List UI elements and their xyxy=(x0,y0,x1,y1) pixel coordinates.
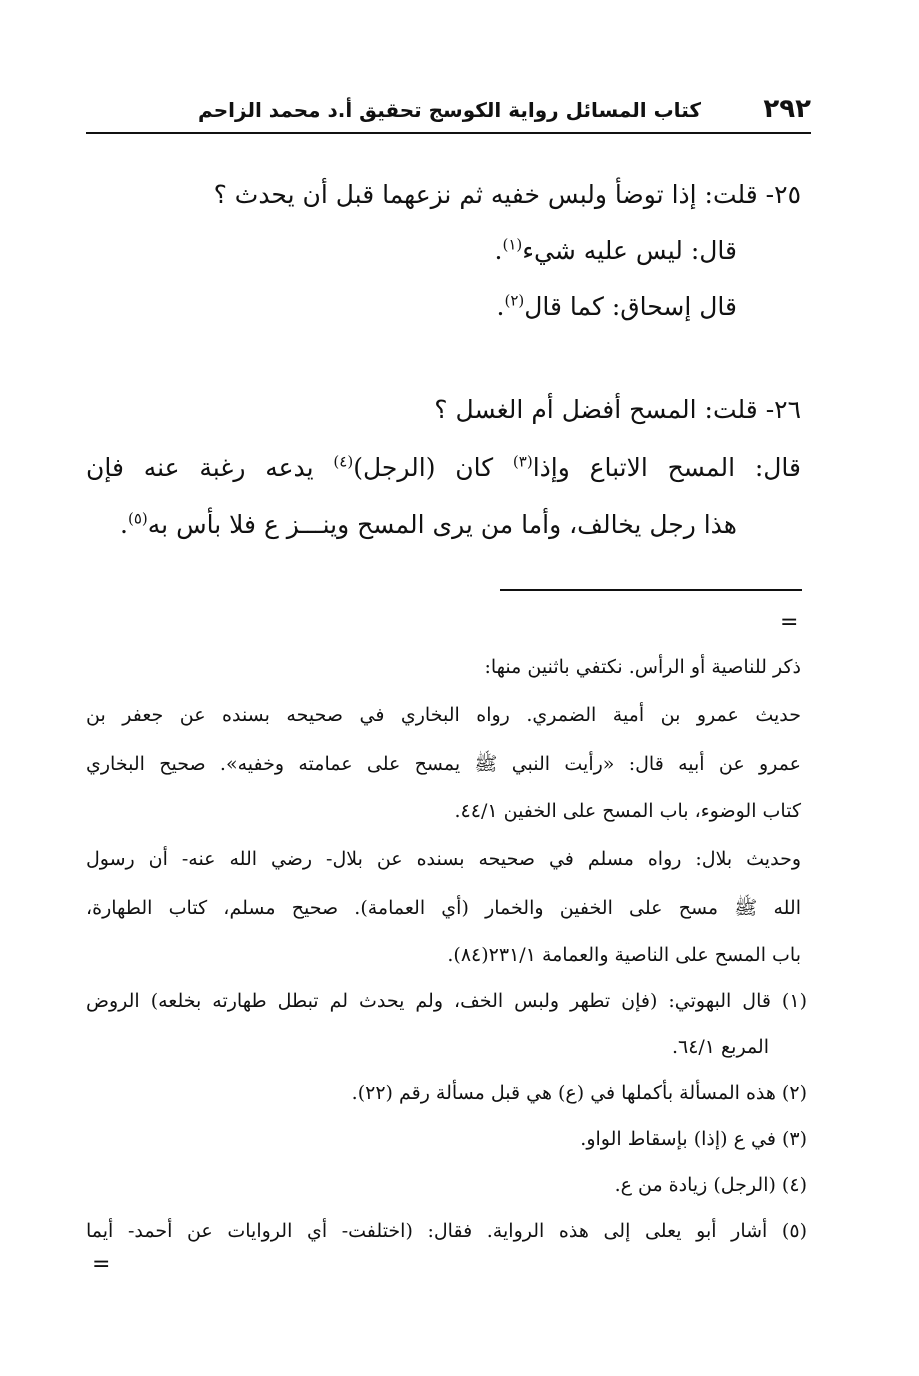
footnote-ref-1: (١) xyxy=(502,235,523,254)
question-25: ٢٥- قلت: إذا توضأ ولبس خفيه ثم نزعهما قبل أن يحدث ؟ xyxy=(213,180,801,209)
answer-26-text: هذا رجل يخالف، وأما من يرى المسح وينـــز ع فلا بأس به xyxy=(147,510,737,539)
question-26: ٢٦- قلت: المسح أفضل أم الغسل ؟ xyxy=(434,395,801,424)
ishaq-25-text: قال إسحاق: كما قال xyxy=(524,292,737,321)
answer-25 xyxy=(495,236,737,265)
footnote-carry-line: الله ﷺ مسح على الخفين والخمار (أي العمامة). صحيح مسلم، كتاب الطهارة، xyxy=(86,897,801,919)
answer-26-part-1: قال: المسح الاتباع وإذا xyxy=(532,453,801,482)
footnote-ref-2: (٢) xyxy=(504,291,525,310)
answer-26-part-3: يدعه رغبة عنه فإن xyxy=(86,453,334,482)
footnote-3: (٣) في ع (إذا) بإسقاط الواو. xyxy=(580,1128,807,1150)
footnote-carry-line: عمرو عن أبيه قال: «رأيت النبي ﷺ يمسح على عمامته وخفيه». صحيح البخاري xyxy=(86,753,801,775)
answer-26-line-2 xyxy=(120,510,737,539)
footnote-ref-4: (٤) xyxy=(333,452,354,471)
footnote-carry-line: ذكر للناصية أو الرأس. نكتفي باثنين منها: xyxy=(484,656,801,678)
page-header xyxy=(86,92,811,134)
footnote-ref-5: (٥) xyxy=(128,509,148,528)
ishaq-25-end: . xyxy=(496,292,505,321)
footnote-carry-line: وحديث بلال: رواه مسلم في صحيحه بسنده عن بلال- رضي الله عنه- أن رسول xyxy=(86,848,801,870)
continuation-mark-bottom: = xyxy=(92,1252,111,1277)
footnote-ref-3: (٣) xyxy=(512,452,533,471)
answer-26-part-2: كان (الرجل) xyxy=(353,453,513,482)
running-title: كتاب المسائل رواية الكوسج تحقيق أ.د محمد الزاحم xyxy=(198,98,701,122)
footnote-2: (٢) هذه المسألة بأكملها في (ع) هي قبل مسألة رقم (٢٢). xyxy=(351,1082,807,1104)
answer-25-end: . xyxy=(494,236,503,265)
footnote-carry-line: حديث عمرو بن أمية الضمري. رواه البخاري في صحيحه بسنده عن جعفر بن xyxy=(86,704,801,726)
footnote-5: (٥) أشار أبو يعلى إلى هذه الرواية. فقال: (اختلفت- أي الروايات عن أحمد- أيما xyxy=(86,1220,807,1242)
footnote-separator xyxy=(500,589,802,591)
answer-26-line-1 xyxy=(86,453,801,482)
footnote-1-line-2: المربع ٦٤/١. xyxy=(671,1036,769,1058)
continuation-mark-top: = xyxy=(780,610,799,635)
footnote-carry-line: باب المسح على الناصية والعمامة ٢٣١/١(٨٤). xyxy=(447,944,801,966)
ishaq-25 xyxy=(497,292,737,321)
footnote-1-line-1: (١) قال البهوتي: (فإن تطهر ولبس الخف، ولم يحدث لم تبطل طهارته بخلعه) الروض xyxy=(86,990,807,1012)
answer-26-end: . xyxy=(120,510,128,539)
page-number: ٢٩٢ xyxy=(763,94,811,124)
answer-25-text: قال: ليس عليه شيء xyxy=(522,236,737,265)
footnote-carry-line: كتاب الوضوء، باب المسح على الخفين ٤٤/١. xyxy=(454,800,801,822)
footnote-4: (٤) (الرجل) زيادة من ع. xyxy=(614,1174,807,1196)
